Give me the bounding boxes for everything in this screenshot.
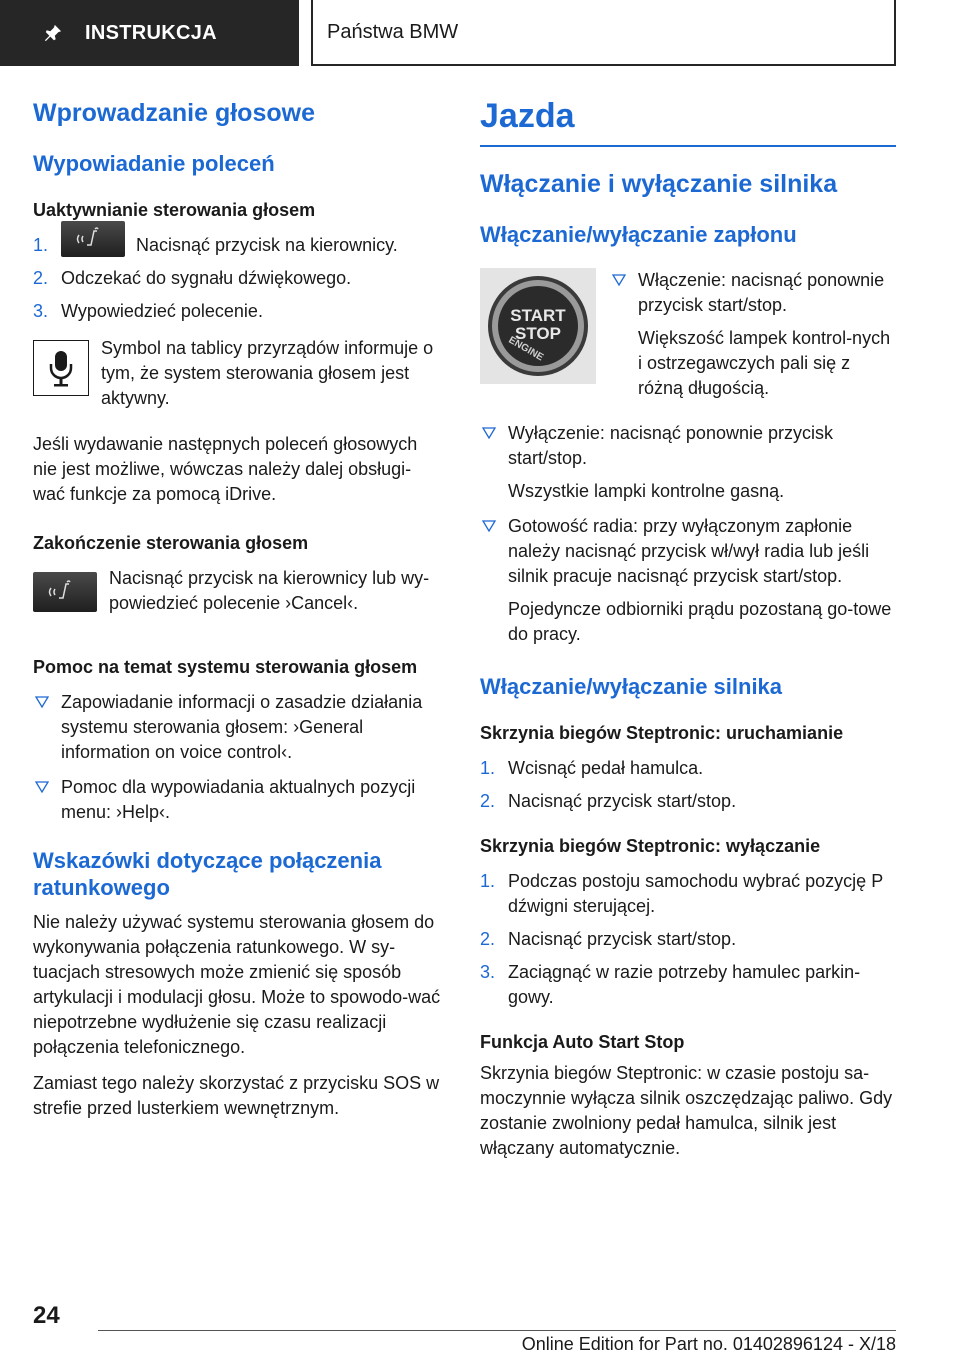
list-item: 2. Nacisnąć przycisk start/stop. bbox=[480, 790, 737, 811]
list-item: 3. Wypowiedzieć polecenie. bbox=[33, 300, 263, 321]
footer-divider bbox=[98, 1330, 896, 1331]
steptronic-stop-steps bbox=[480, 869, 896, 1010]
list-item: 3. Zaciągnąć w razie potrzeby hamulec parkin-gowy. bbox=[480, 961, 861, 1007]
subsection-title-engine-onoff: Włączanie/wyłączanie silnika bbox=[480, 674, 783, 700]
steptronic-stop-title: Skrzynia biegów Steptronic: wyłączanie bbox=[480, 835, 821, 856]
triangle-bullet-icon bbox=[35, 695, 49, 709]
svg-text:START: START bbox=[510, 306, 566, 326]
tab-panstwa-bmw-label: Państwa BMW bbox=[327, 20, 459, 43]
triangle-bullet-icon bbox=[612, 273, 626, 287]
steptronic-start-steps bbox=[480, 756, 896, 814]
list-item: Wyłączenie: nacisnąć ponownie przycisk start/stop. Wszystkie lampki kontrolne gasną. bbox=[480, 421, 896, 504]
auto-start-stop-title: Funkcja Auto Start Stop bbox=[480, 1031, 685, 1052]
emergency-paragraph: Nie należy używać systemu sterowania głosem do wykonywania połączenia ratunkowego. W sy-tuacjach stresowych może zmienić się sposób artykulacji i modulacji głosu. Może to spowodo-wać niepotrzebne wydłużenie się czasu realizacji połączenia telefonicznego. bbox=[33, 911, 441, 1057]
list-item: 1. Wcisnąć pedał hamulca. bbox=[480, 757, 704, 778]
voice-symbol-note bbox=[33, 336, 443, 422]
symbol-text: Symbol na tablicy przyrządów informuje o tym, że system sterowania głosem jest aktywny. bbox=[101, 337, 434, 408]
end-voice-text: Nacisnąć przycisk na kierownicy lub wy-powiedzieć polecenie ›Cancel‹. bbox=[109, 567, 430, 613]
tab-panstwa-bmw[interactable] bbox=[311, 0, 896, 66]
voice-active-icon bbox=[33, 340, 89, 396]
section-title-voice: Wprowadzanie głosowe bbox=[33, 99, 315, 127]
start-stop-button-image bbox=[480, 268, 596, 384]
list-item: 2. Nacisnąć przycisk start/stop. bbox=[480, 928, 737, 949]
end-voice-note bbox=[33, 566, 443, 627]
svg-text:STOP: STOP bbox=[515, 324, 561, 344]
chapter-title-jazda: Jazda bbox=[480, 98, 896, 147]
triangle-bullet-icon bbox=[482, 519, 496, 533]
page-number: 24 bbox=[33, 1302, 60, 1329]
right-column bbox=[480, 98, 896, 1172]
pin-icon bbox=[44, 24, 62, 42]
footer-edition: Online Edition for Part no. 01402896124 - X/18 bbox=[521, 1334, 896, 1354]
ignition-block bbox=[480, 268, 896, 411]
list-item: 1. Podczas postoju samochodu wybrać pozycję P dźwigni sterującej. bbox=[480, 870, 883, 916]
tab-instrukcja-label: INSTRUKCJA bbox=[85, 21, 217, 44]
sos-paragraph: Zamiast tego należy skorzystać z przycisku SOS w strefie przed lusterkiem wewnętrznym. bbox=[33, 1072, 440, 1118]
subsection-title-commands: Wypowiadanie poleceń bbox=[33, 151, 275, 176]
list-item: Gotowość radia: przy wyłączonym zapłonie należy nacisnąć przycisk wł/wył radia lub jeśli silnik pracuje nacisnąć przycisk start/stop. Pojedyncze odbiorniki prądu pozostaną go-towe do pracy. bbox=[480, 514, 896, 647]
subsection-title-ignition: Włączanie/wyłączanie zapłonu bbox=[480, 221, 797, 247]
list-item: 1. Nacisnąć przycisk na kierownicy. bbox=[33, 233, 443, 258]
left-column bbox=[33, 98, 443, 1132]
ignition-on-list bbox=[610, 268, 896, 411]
svg-text:ENGINE: ENGINE bbox=[506, 334, 546, 364]
triangle-bullet-icon bbox=[35, 780, 49, 794]
steptronic-start-title: Skrzynia biegów Steptronic: uruchamianie bbox=[480, 722, 844, 743]
subsection-title-emergency: Wskazówki dotyczące połączenia ratunkowego bbox=[33, 847, 382, 900]
end-voice-title: Zakończenie sterowania głosem bbox=[33, 532, 309, 553]
list-item: Zapowiadanie informacji o zasadzie działania systemu sterowania głosem: ›General information on voice control‹. bbox=[33, 690, 443, 765]
activate-voice-title: Uaktywnianie sterowania głosem bbox=[33, 199, 316, 220]
steering-voice-button-icon bbox=[61, 221, 125, 257]
list-item: Włączenie: nacisnąć ponownie przycisk start/stop. Większość lampek kontrol-nych i ostrzegawczych pali się z różną długością. bbox=[610, 268, 896, 401]
list-item: Pomoc dla wypowiadania aktualnych pozycji menu: ›Help‹. bbox=[33, 775, 443, 825]
page-footer bbox=[0, 1290, 960, 1362]
page-header bbox=[0, 0, 960, 66]
list-item: 2. Odczekać do sygnału dźwiękowego. bbox=[33, 267, 352, 288]
activate-steps bbox=[33, 233, 443, 324]
tab-instrukcja[interactable] bbox=[0, 0, 299, 66]
help-title: Pomoc na temat systemu sterowania głosem bbox=[33, 656, 418, 677]
auto-start-stop-text: Skrzynia biegów Steptronic: w czasie postoju sa-moczynnie wyłącza silnik oszczędzając paliwo. Gdy zostanie zwolniony pedał hamulca, silnik jest włączany automatycznie. bbox=[480, 1062, 893, 1158]
ignition-list bbox=[480, 421, 896, 647]
steering-voice-button-icon bbox=[33, 572, 97, 612]
start-stop-icon bbox=[484, 272, 592, 380]
help-list bbox=[33, 690, 443, 825]
section-title-engine: Włączanie i wyłączanie silnika bbox=[480, 170, 838, 199]
triangle-bullet-icon bbox=[482, 426, 496, 440]
idrive-paragraph: Jeśli wydawanie następnych poleceń głosowych nie jest możliwe, wówczas należy dalej obsługi-wać funkcje za pomocą iDrive. bbox=[33, 433, 418, 504]
